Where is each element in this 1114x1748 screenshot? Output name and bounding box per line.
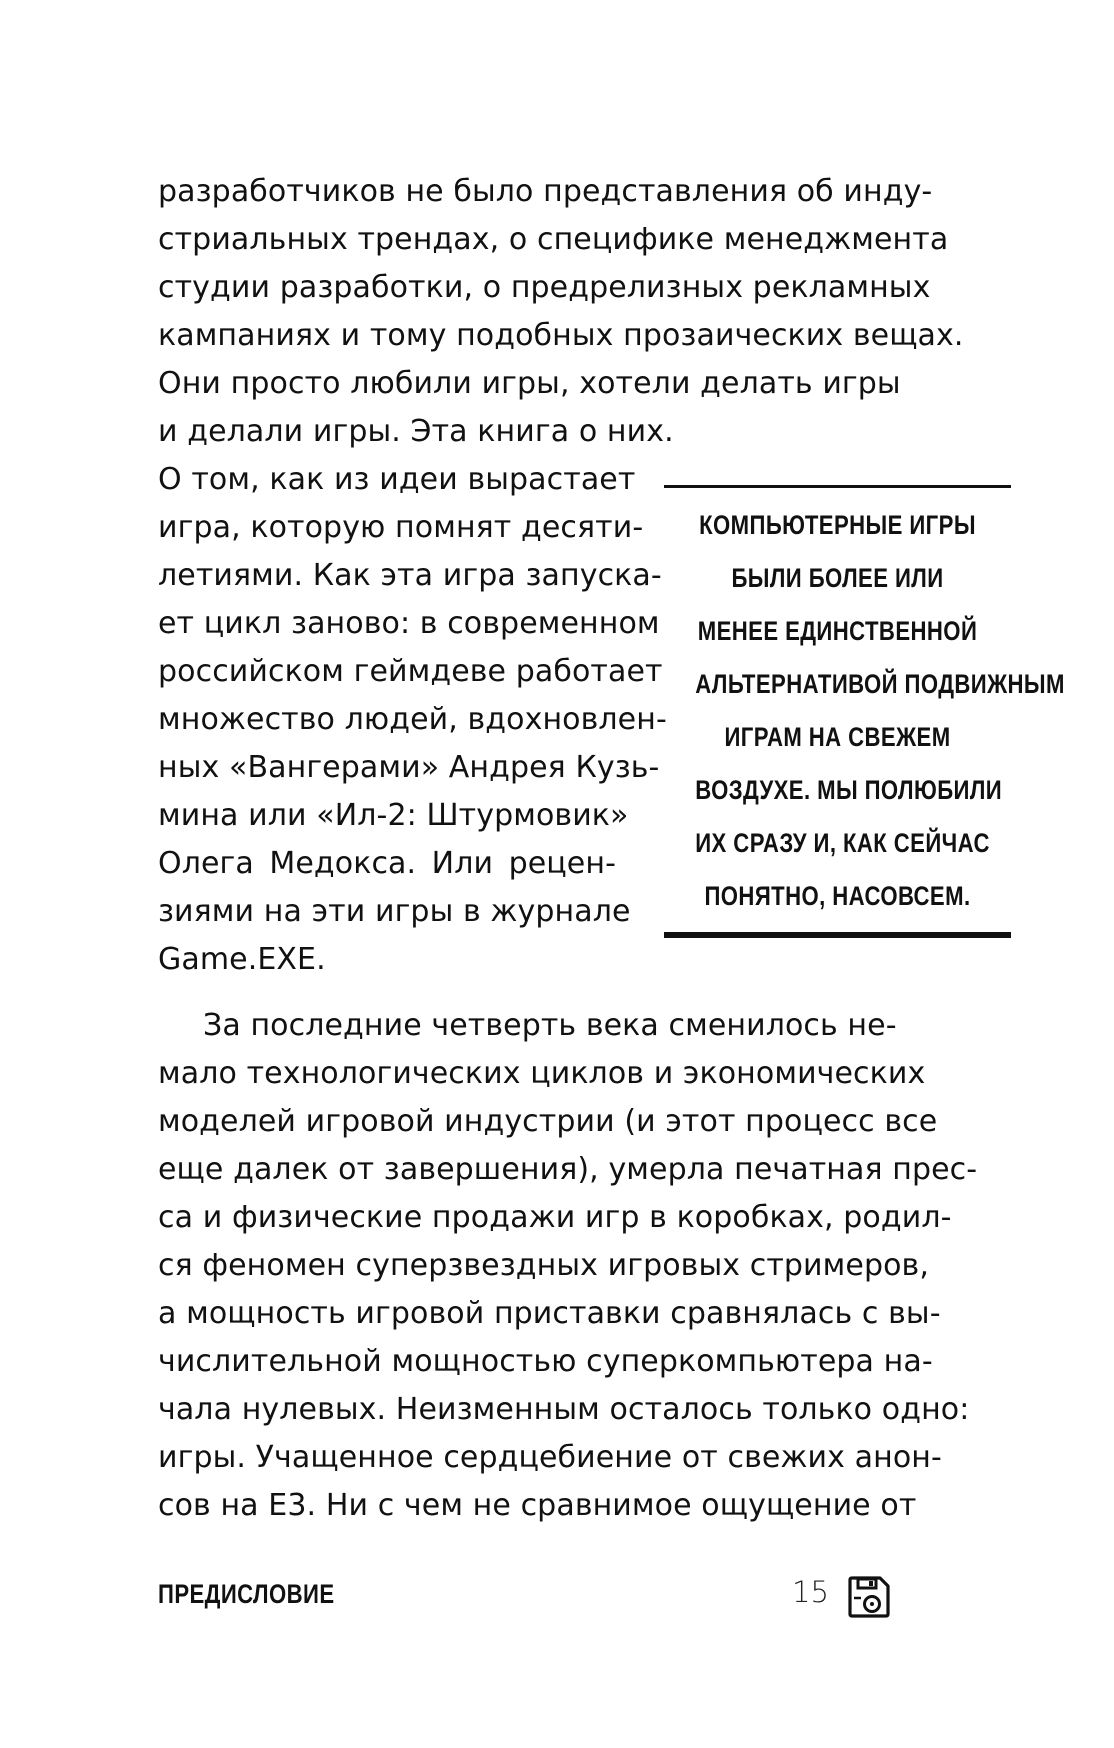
pull-quote-line: МЕНЕЕ ЕДИНСТВЕННОЙ [697,616,978,646]
body-line: ет цикл заново: в современном [158,606,660,641]
floppy-disk-icon [846,1574,892,1620]
body-line: и делали игры. Эта книга о них. [158,414,674,449]
pull-quote-line: ИХ СРАЗУ И, КАК СЕЙЧАС [695,828,990,858]
pull-quote-line: КОМПЬЮТЕРНЫЕ ИГРЫ [699,510,976,540]
body-line: мина или «Ил-2: Штурмовик» [158,798,629,833]
body-line: Они просто любили игры, хотели делать игры [158,366,901,401]
body-line: Олега Медокса. Или рецен- [158,846,616,881]
body-line: Game.EXE. [158,942,326,977]
body-line: множество людей, вдохновлен- [158,702,667,737]
body-line: О том, как из идеи вырастает [158,462,636,497]
pull-quote-line: ПОНЯТНО, НАСОВСЕМ. [704,881,971,911]
pull-quote-line: БЫЛИ БОЛЕЕ ИЛИ [731,563,944,593]
pull-quote-line: ВОЗДУХЕ. МЫ ПОЛЮБИЛИ [695,775,1003,805]
body-line: числительной мощностью суперкомпьютера на- [158,1344,933,1379]
body-line: игра, которую помнят десяти- [158,510,644,545]
body-line: а мощность игровой приставки сравнялась с вы- [158,1296,941,1331]
body-line: студии разработки, о предрелизных рекламных [158,270,931,305]
body-line: сов на E3. Ни с чем не сравнимое ощущение от [158,1488,917,1523]
body-line: стриальных трендах, о специфике менеджмента [158,222,949,257]
page-number: 15 [792,1575,829,1609]
body-line: моделей игровой индустрии (и этот процесс все [158,1104,938,1139]
body-line: ся феномен суперзвездных игровых стримеров, [158,1248,929,1283]
body-line: кампаниях и тому подобных прозаических вещах. [158,318,964,353]
body-line: ных «Вангерами» Андрея Кузь- [158,750,660,785]
body-line: са и физические продажи игр в коробках, родил- [158,1200,952,1235]
body-line: летиями. Как эта игра запуска- [158,558,662,593]
section-title: ПРЕДИСЛОВИЕ [158,1579,335,1609]
pull-quote-line: АЛЬТЕРНАТИВОЙ ПОДВИЖНЫМ [695,669,1065,699]
pull-quote-top-rule [664,485,1011,488]
body-line: зиями на эти игры в журнале [158,894,631,929]
body-line: разработчиков не было представления об инду- [158,174,933,209]
body-line: мало технологических циклов и экономических [158,1056,926,1091]
body-line: чала нулевых. Неизменным осталось только одно: [158,1392,970,1427]
body-line: игры. Учащенное сердцебиение от свежих анон- [158,1440,942,1475]
pull-quote-bottom-rule [664,932,1011,938]
body-line: еще далек от завершения), умерла печатная прес- [158,1152,978,1187]
body-line: российском геймдеве работает [158,654,663,689]
pull-quote-line: ИГРАМ НА СВЕЖЕМ [724,722,951,752]
body-line: За последние четверть века сменилось не- [203,1008,897,1043]
